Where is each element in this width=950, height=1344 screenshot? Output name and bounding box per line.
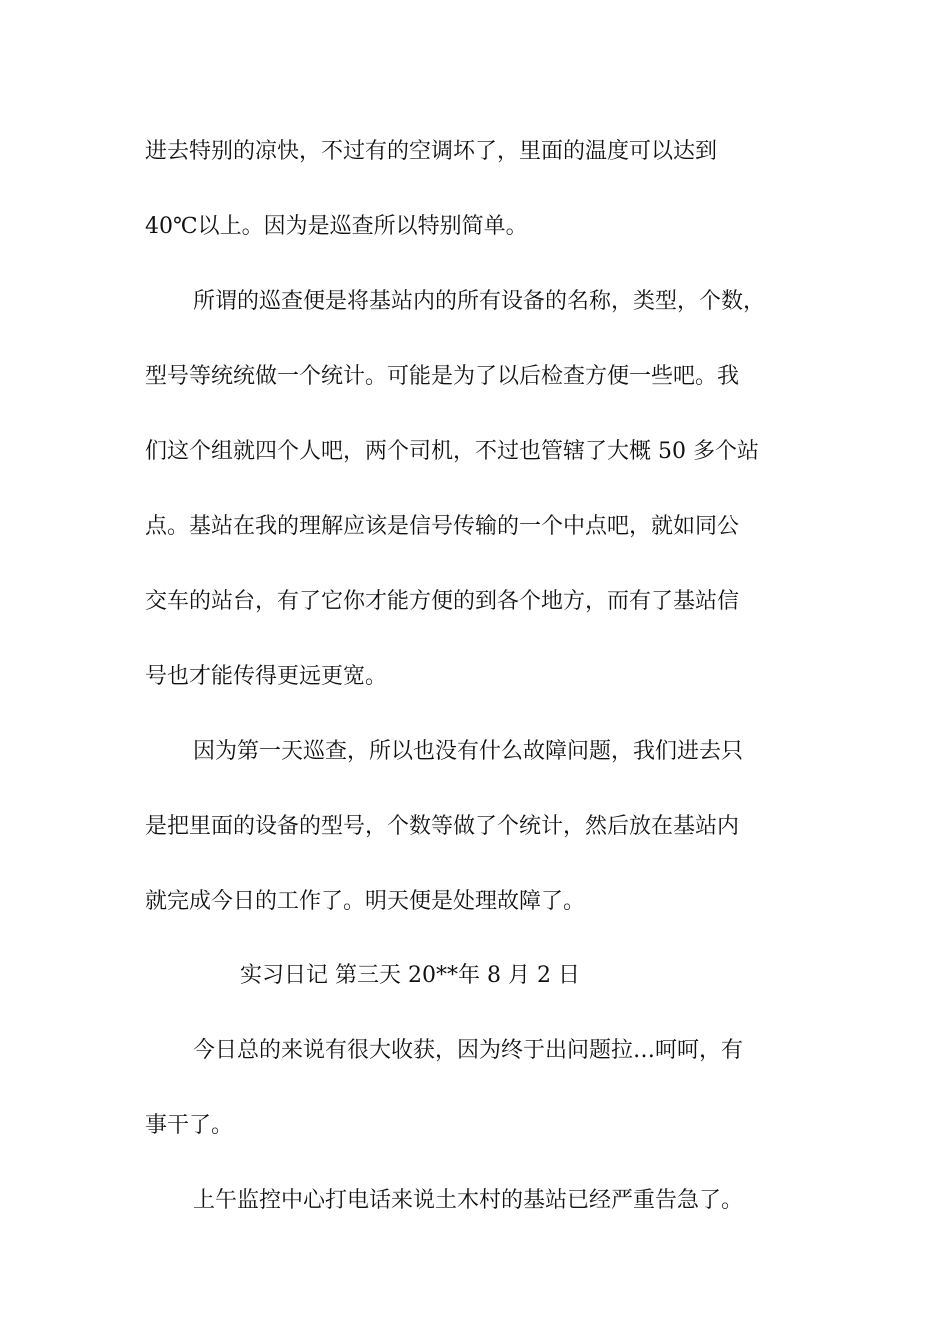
paragraph-line: 型号等统统做一个统计。可能是为了以后检查方便一些吧。我 [145,364,740,389]
paragraph-line: 交车的站台，有了它你才能方便的到各个地方，而有了基站信 [145,589,740,614]
paragraph-line: 因为第一天巡查，所以也没有什么故障问题，我们进去只 [193,739,744,764]
paragraph-line: 点。基站在我的理解应该是信号传输的一个中点吧，就如同公 [145,514,740,539]
paragraph-line: 所谓的巡查便是将基站内的所有设备的名称，类型，个数， [193,289,766,314]
paragraph-line: 是把里面的设备的型号，个数等做了个统计，然后放在基站内 [145,814,740,839]
paragraph-line: 40℃以上。因为是巡查所以特别简单。 [145,214,528,239]
paragraph-line: 号也才能传得更远更宽。 [145,664,388,689]
paragraph-line: 今日总的来说有很大收获，因为终于出问题拉…呵呵，有 [193,1038,744,1063]
paragraph-line: 事干了。 [145,1113,234,1138]
paragraph-line: 上午监控中心打电话来说土木村的基站已经严重告急了。 [193,1188,744,1213]
paragraph-line: 进去特别的凉快，不过有的空调坏了，里面的温度可以达到 [145,139,718,164]
diary-heading: 实习日记 第三天 20**年 8 月 2 日 [240,963,580,988]
paragraph-line: 就完成今日的工作了。明天便是处理故障了。 [145,889,586,914]
paragraph-line: 们这个组就四个人吧，两个司机，不过也管辖了大概 50 多个站 [145,439,759,464]
